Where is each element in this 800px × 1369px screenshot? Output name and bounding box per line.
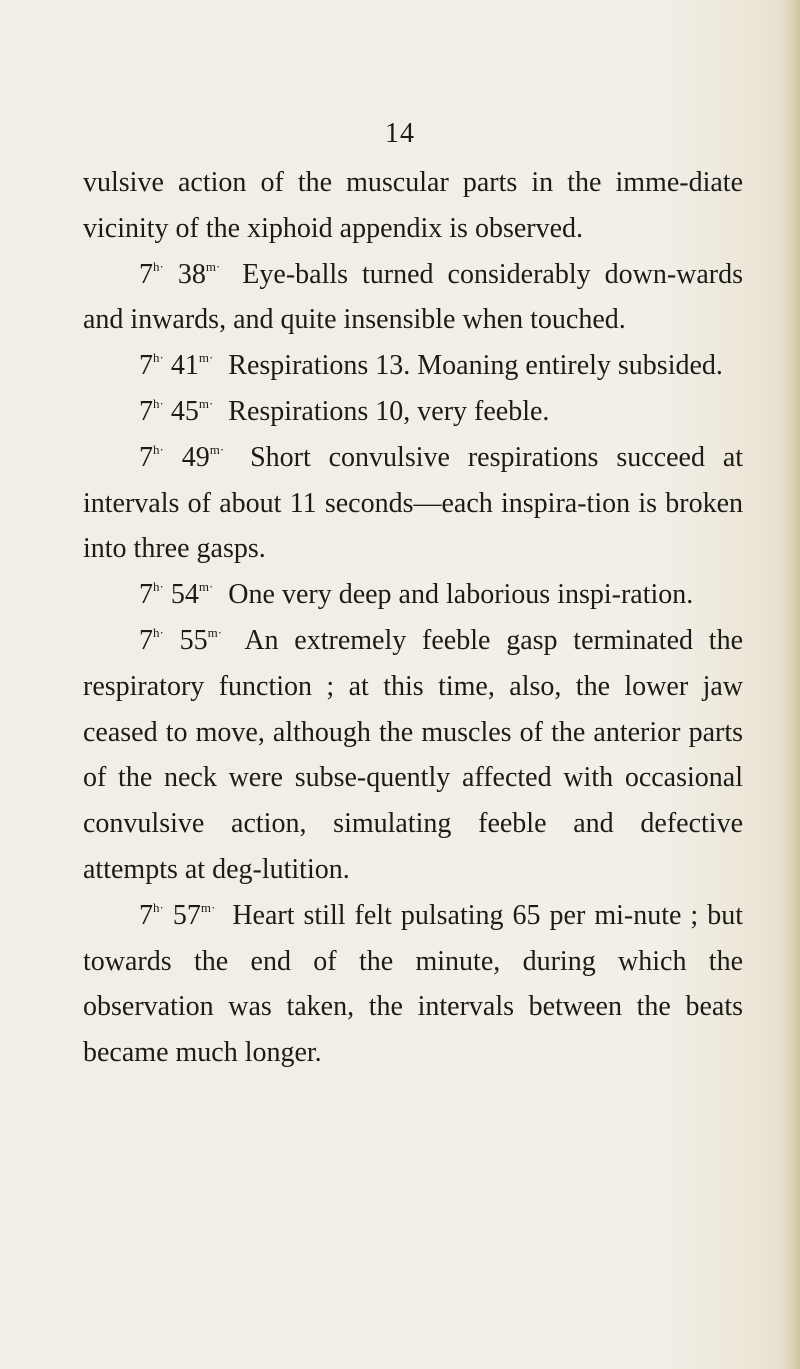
entry-text: An extremely feeble gasp terminated the respiratory function ; at this time, also, the lower jaw ceased to move, although the muscles of the anterior parts of the neck were subse-quently affected with occasional convulsive action, simulating feeble and defective attempts at deg-lutition.	[83, 624, 743, 885]
timestamp	[139, 259, 220, 290]
minute-unit: m·	[207, 624, 223, 640]
minute-value: 45	[170, 395, 199, 427]
timestamp	[139, 350, 213, 381]
hour-value: 7	[139, 441, 153, 473]
hour-value: 7	[139, 395, 153, 427]
minute-unit: m·	[198, 350, 214, 366]
minute-value: 55	[179, 624, 208, 656]
minute-value: 41	[170, 350, 199, 382]
entry-text: Respirations 13. Moaning entirely subsided.	[228, 350, 723, 382]
hour-unit: h·	[153, 579, 164, 595]
timestamp	[139, 625, 222, 656]
page-number: 14	[385, 118, 415, 149]
timestamp	[139, 579, 213, 610]
timestamp	[139, 442, 224, 473]
hour-value: 7	[139, 258, 153, 290]
time-entry	[83, 389, 743, 435]
entry-text: Heart still felt pulsating 65 per mi-nute ; but towards the end of the minute, during which the observation was taken, the intervals between the beats became much longer.	[83, 899, 743, 1069]
hour-value: 7	[139, 624, 153, 656]
paragraph-continuation	[83, 160, 743, 252]
minute-value: 57	[172, 899, 201, 931]
hour-value: 7	[139, 899, 153, 931]
paragraph-text: vulsive action of the muscular parts in the imme-diate vicinity of the xiphoid appendix is observed.	[83, 167, 743, 244]
hour-unit: h·	[153, 899, 164, 915]
minute-value: 49	[181, 441, 210, 473]
entry-text: Short convulsive respirations succeed at intervals of about 11 seconds—each inspira-tion is broken into three gasps.	[83, 441, 744, 565]
minute-unit: m·	[198, 395, 214, 411]
hour-value: 7	[139, 350, 153, 382]
minute-value: 38	[177, 258, 206, 290]
minute-unit: m·	[198, 579, 214, 595]
entry-text: Respirations 10, very feeble.	[228, 395, 550, 427]
hour-unit: h·	[153, 350, 164, 366]
minute-unit: m·	[205, 258, 221, 274]
minute-unit: m·	[200, 899, 216, 915]
hour-unit: h·	[153, 395, 164, 411]
time-entry	[83, 893, 743, 1076]
time-entry	[83, 343, 743, 389]
minute-unit: m·	[209, 441, 225, 457]
time-entry	[83, 618, 743, 893]
page-edge-shadow	[782, 0, 800, 1369]
entry-text: Eye-balls turned considerably down-wards and inwards, and quite insensible when touched.	[83, 258, 744, 336]
time-entry	[83, 435, 743, 572]
hour-unit: h·	[153, 441, 164, 457]
timestamp	[139, 396, 213, 427]
hour-unit: h·	[153, 624, 164, 640]
timestamp	[139, 900, 215, 931]
time-entry	[83, 572, 743, 618]
hour-unit: h·	[153, 258, 164, 274]
entry-text: One very deep and laborious inspi-ration.	[228, 579, 694, 611]
body-text	[83, 160, 743, 1076]
time-entry	[83, 252, 743, 344]
hour-value: 7	[139, 579, 153, 611]
minute-value: 54	[170, 579, 199, 611]
